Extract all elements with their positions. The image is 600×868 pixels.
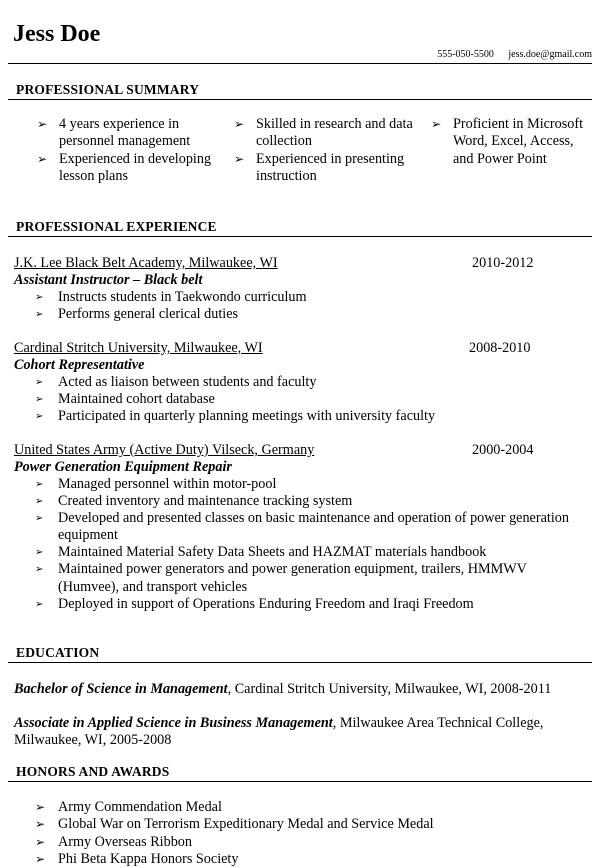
list-item: ➢ Maintained power generators and power generation equipment, trailers, HMMWV (Humvee), and transport vehicles — [35, 561, 527, 595]
job-organization: Cardinal Stritch University, Milwaukee, WI — [14, 340, 263, 356]
arrow-bullet-icon: ➢ — [35, 377, 44, 388]
summary-column-3 — [431, 116, 596, 168]
email-address: jess.doe@gmail.com — [508, 49, 592, 60]
arrow-bullet-icon: ➢ — [35, 547, 44, 559]
list-item: ➢ Performs general clerical duties — [35, 306, 239, 323]
job-years: 2008-2010 — [469, 340, 531, 356]
summary-item: ➢ Experienced in presenting instruction — [234, 150, 405, 184]
honors-list — [35, 799, 434, 868]
list-item: ➢ Phi Beta Kappa Honors Society — [35, 850, 239, 867]
arrow-bullet-icon: ➢ — [35, 598, 44, 610]
summary-item: ➢ 4 years experience in personnel management — [37, 116, 191, 150]
job-organization: J.K. Lee Black Belt Academy, Milwaukee, WI — [14, 255, 278, 271]
arrow-bullet-icon: ➢ — [35, 496, 44, 508]
summary-column-1 — [37, 116, 217, 185]
list-item: ➢ Created inventory and maintenance tracking system — [35, 493, 353, 510]
list-item: ➢ Developed and presented classes on basic maintenance and operation of power generation equipment — [35, 510, 569, 544]
arrow-bullet-icon: ➢ — [35, 292, 44, 303]
arrow-bullet-icon: ➢ — [35, 564, 44, 576]
honors-heading: HONORS AND AWARDS — [16, 764, 170, 779]
job-years: 2000-2004 — [472, 442, 534, 458]
list-item: ➢ Managed personnel within motor-pool — [35, 476, 277, 492]
job-title: Cohort Representative — [14, 357, 145, 373]
experience-rule — [8, 236, 592, 237]
list-item: ➢ Maintained cohort database — [35, 391, 215, 408]
job-header — [14, 340, 540, 357]
job-duties — [35, 374, 580, 425]
contact-info — [425, 49, 592, 60]
list-item: ➢ Army Overseas Ribbon — [35, 833, 192, 850]
phone-number: 555-050-5500 — [437, 49, 494, 60]
education-rule — [8, 662, 592, 663]
job-title: Assistant Instructor – Black belt — [14, 272, 203, 288]
job-duties — [35, 289, 580, 323]
arrow-bullet-icon: ➢ — [35, 513, 44, 525]
job-years: 2010-2012 — [472, 255, 534, 271]
job-header — [14, 255, 540, 272]
list-item: ➢ Acted as liaison between students and faculty — [35, 374, 317, 390]
job-header — [14, 442, 540, 459]
list-item: ➢ Global War on Terrorism Expeditionary Medal and Service Medal — [35, 816, 434, 833]
arrow-bullet-icon: ➢ — [35, 800, 46, 814]
arrow-bullet-icon: ➢ — [234, 117, 245, 131]
job-title: Power Generation Equipment Repair — [14, 459, 232, 475]
summary-item: ➢ Skilled in research and data collection — [234, 116, 413, 150]
arrow-bullet-icon: ➢ — [35, 309, 44, 321]
degree-name: Bachelor of Science in Management — [14, 681, 228, 697]
arrow-bullet-icon: ➢ — [234, 151, 245, 166]
list-item: ➢ Army Commendation Medal — [35, 799, 222, 815]
arrow-bullet-icon: ➢ — [35, 851, 46, 866]
list-item: ➢ Maintained Material Safety Data Sheets and HAZMAT materials handbook — [35, 544, 487, 561]
arrow-bullet-icon: ➢ — [431, 117, 442, 131]
education-entry — [14, 681, 584, 698]
summary-heading: PROFESSIONAL SUMMARY — [16, 82, 200, 97]
arrow-bullet-icon: ➢ — [35, 411, 44, 423]
honors-rule — [8, 781, 592, 782]
degree-details: , Milwaukee Area Technical College, Milwaukee, WI, 2005-2008 — [14, 715, 544, 748]
degree-name: Associate in Applied Science in Business Management — [14, 715, 333, 731]
education-heading: EDUCATION — [16, 645, 100, 660]
summary-rule — [8, 99, 592, 100]
arrow-bullet-icon: ➢ — [35, 817, 46, 832]
list-item: ➢ Instructs students in Taekwondo curriculum — [35, 289, 307, 305]
job-duties — [35, 476, 580, 613]
arrow-bullet-icon: ➢ — [35, 834, 46, 849]
summary-item: ➢ Proficient in Microsoft Word, Excel, Access, and Power Point — [431, 116, 584, 167]
degree-details: , Cardinal Stritch University, Milwaukee, WI, 2008-2011 — [227, 681, 552, 697]
list-item: ➢ Deployed in support of Operations Enduring Freedom and Iraqi Freedom — [35, 595, 474, 612]
list-item: ➢ Participated in quarterly planning meetings with university faculty — [35, 408, 436, 425]
applicant-name: Jess Doe — [13, 21, 101, 47]
arrow-bullet-icon: ➢ — [35, 394, 44, 406]
arrow-bullet-icon: ➢ — [35, 479, 44, 490]
job-organization: United States Army (Active Duty) Vilseck, Germany — [14, 442, 315, 458]
experience-heading: PROFESSIONAL EXPERIENCE — [16, 219, 217, 234]
header-rule — [8, 63, 592, 64]
education-entry — [14, 715, 584, 749]
summary-item: ➢ Experienced in developing lesson plans — [37, 150, 212, 184]
arrow-bullet-icon: ➢ — [37, 151, 48, 166]
summary-column-2 — [234, 116, 414, 185]
arrow-bullet-icon: ➢ — [37, 117, 48, 131]
